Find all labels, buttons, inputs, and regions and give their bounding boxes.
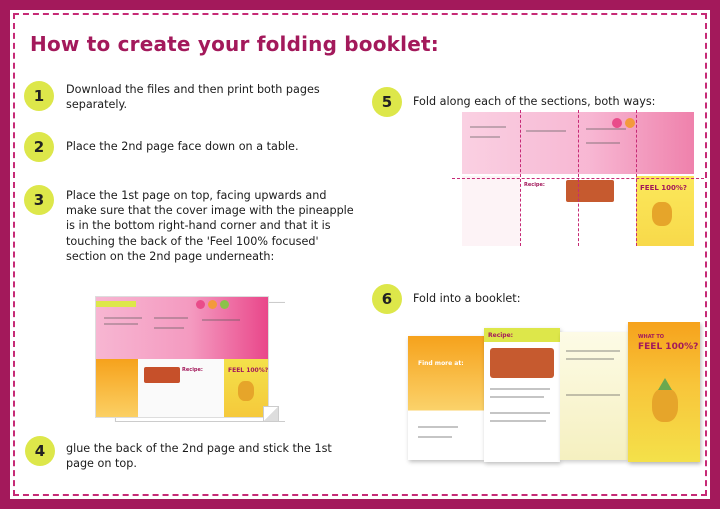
booklet-panel-middle — [560, 332, 628, 460]
booklet-panel-back — [408, 336, 484, 460]
step-number-badge: 3 — [24, 185, 54, 215]
first-page-sheet — [95, 296, 269, 418]
step-number-badge: 1 — [24, 81, 54, 111]
cover-heading-flat: FEEL 100%? — [640, 184, 687, 192]
instruction-sheet — [10, 10, 710, 499]
cover-heading-booklet: FEEL 100%? — [638, 342, 699, 352]
step-text: Place the 1st page on top, facing upwards and make sure that the cover image with the pineapple is in the bottom right-hand corner and that it is touching the back of the 'Feel 100% focused' section on the 2nd page underneath: — [66, 189, 354, 263]
step-text: Fold along each of the sections, both ways: — [413, 95, 656, 108]
step-number-badge: 2 — [24, 132, 54, 162]
step-text: Place the 2nd page face down on a table. — [66, 140, 299, 153]
find-more-text: Find more at: — [418, 360, 464, 367]
step-text: glue the back of the 2nd page and stick the 1st page on top. — [66, 442, 332, 471]
cover-kicker: WHAT TO — [638, 334, 664, 340]
step-number-badge: 4 — [25, 436, 55, 466]
recipe-heading-booklet: Recipe: — [488, 332, 514, 339]
overlapping-sheets-illustration — [95, 296, 285, 422]
step-number-badge: 5 — [372, 87, 402, 117]
booklet-panel-recipe — [484, 328, 560, 462]
step-text: Download the files and then print both pages separately. — [66, 83, 320, 112]
cover-heading: FEEL 100%? — [228, 367, 269, 374]
recipe-heading: Recipe: — [182, 367, 203, 373]
step-text: Fold into a booklet: — [413, 292, 521, 305]
pineapple-icon — [652, 388, 678, 422]
page-title: How to create your folding booklet: — [30, 32, 439, 56]
folded-booklet-illustration — [402, 322, 704, 468]
recipe-heading-flat: Recipe: — [524, 182, 545, 188]
step-number-badge: 6 — [372, 284, 402, 314]
fold-lines-illustration — [452, 110, 704, 246]
booklet-panel-cover — [628, 322, 700, 462]
page-corner-curl — [263, 406, 279, 422]
